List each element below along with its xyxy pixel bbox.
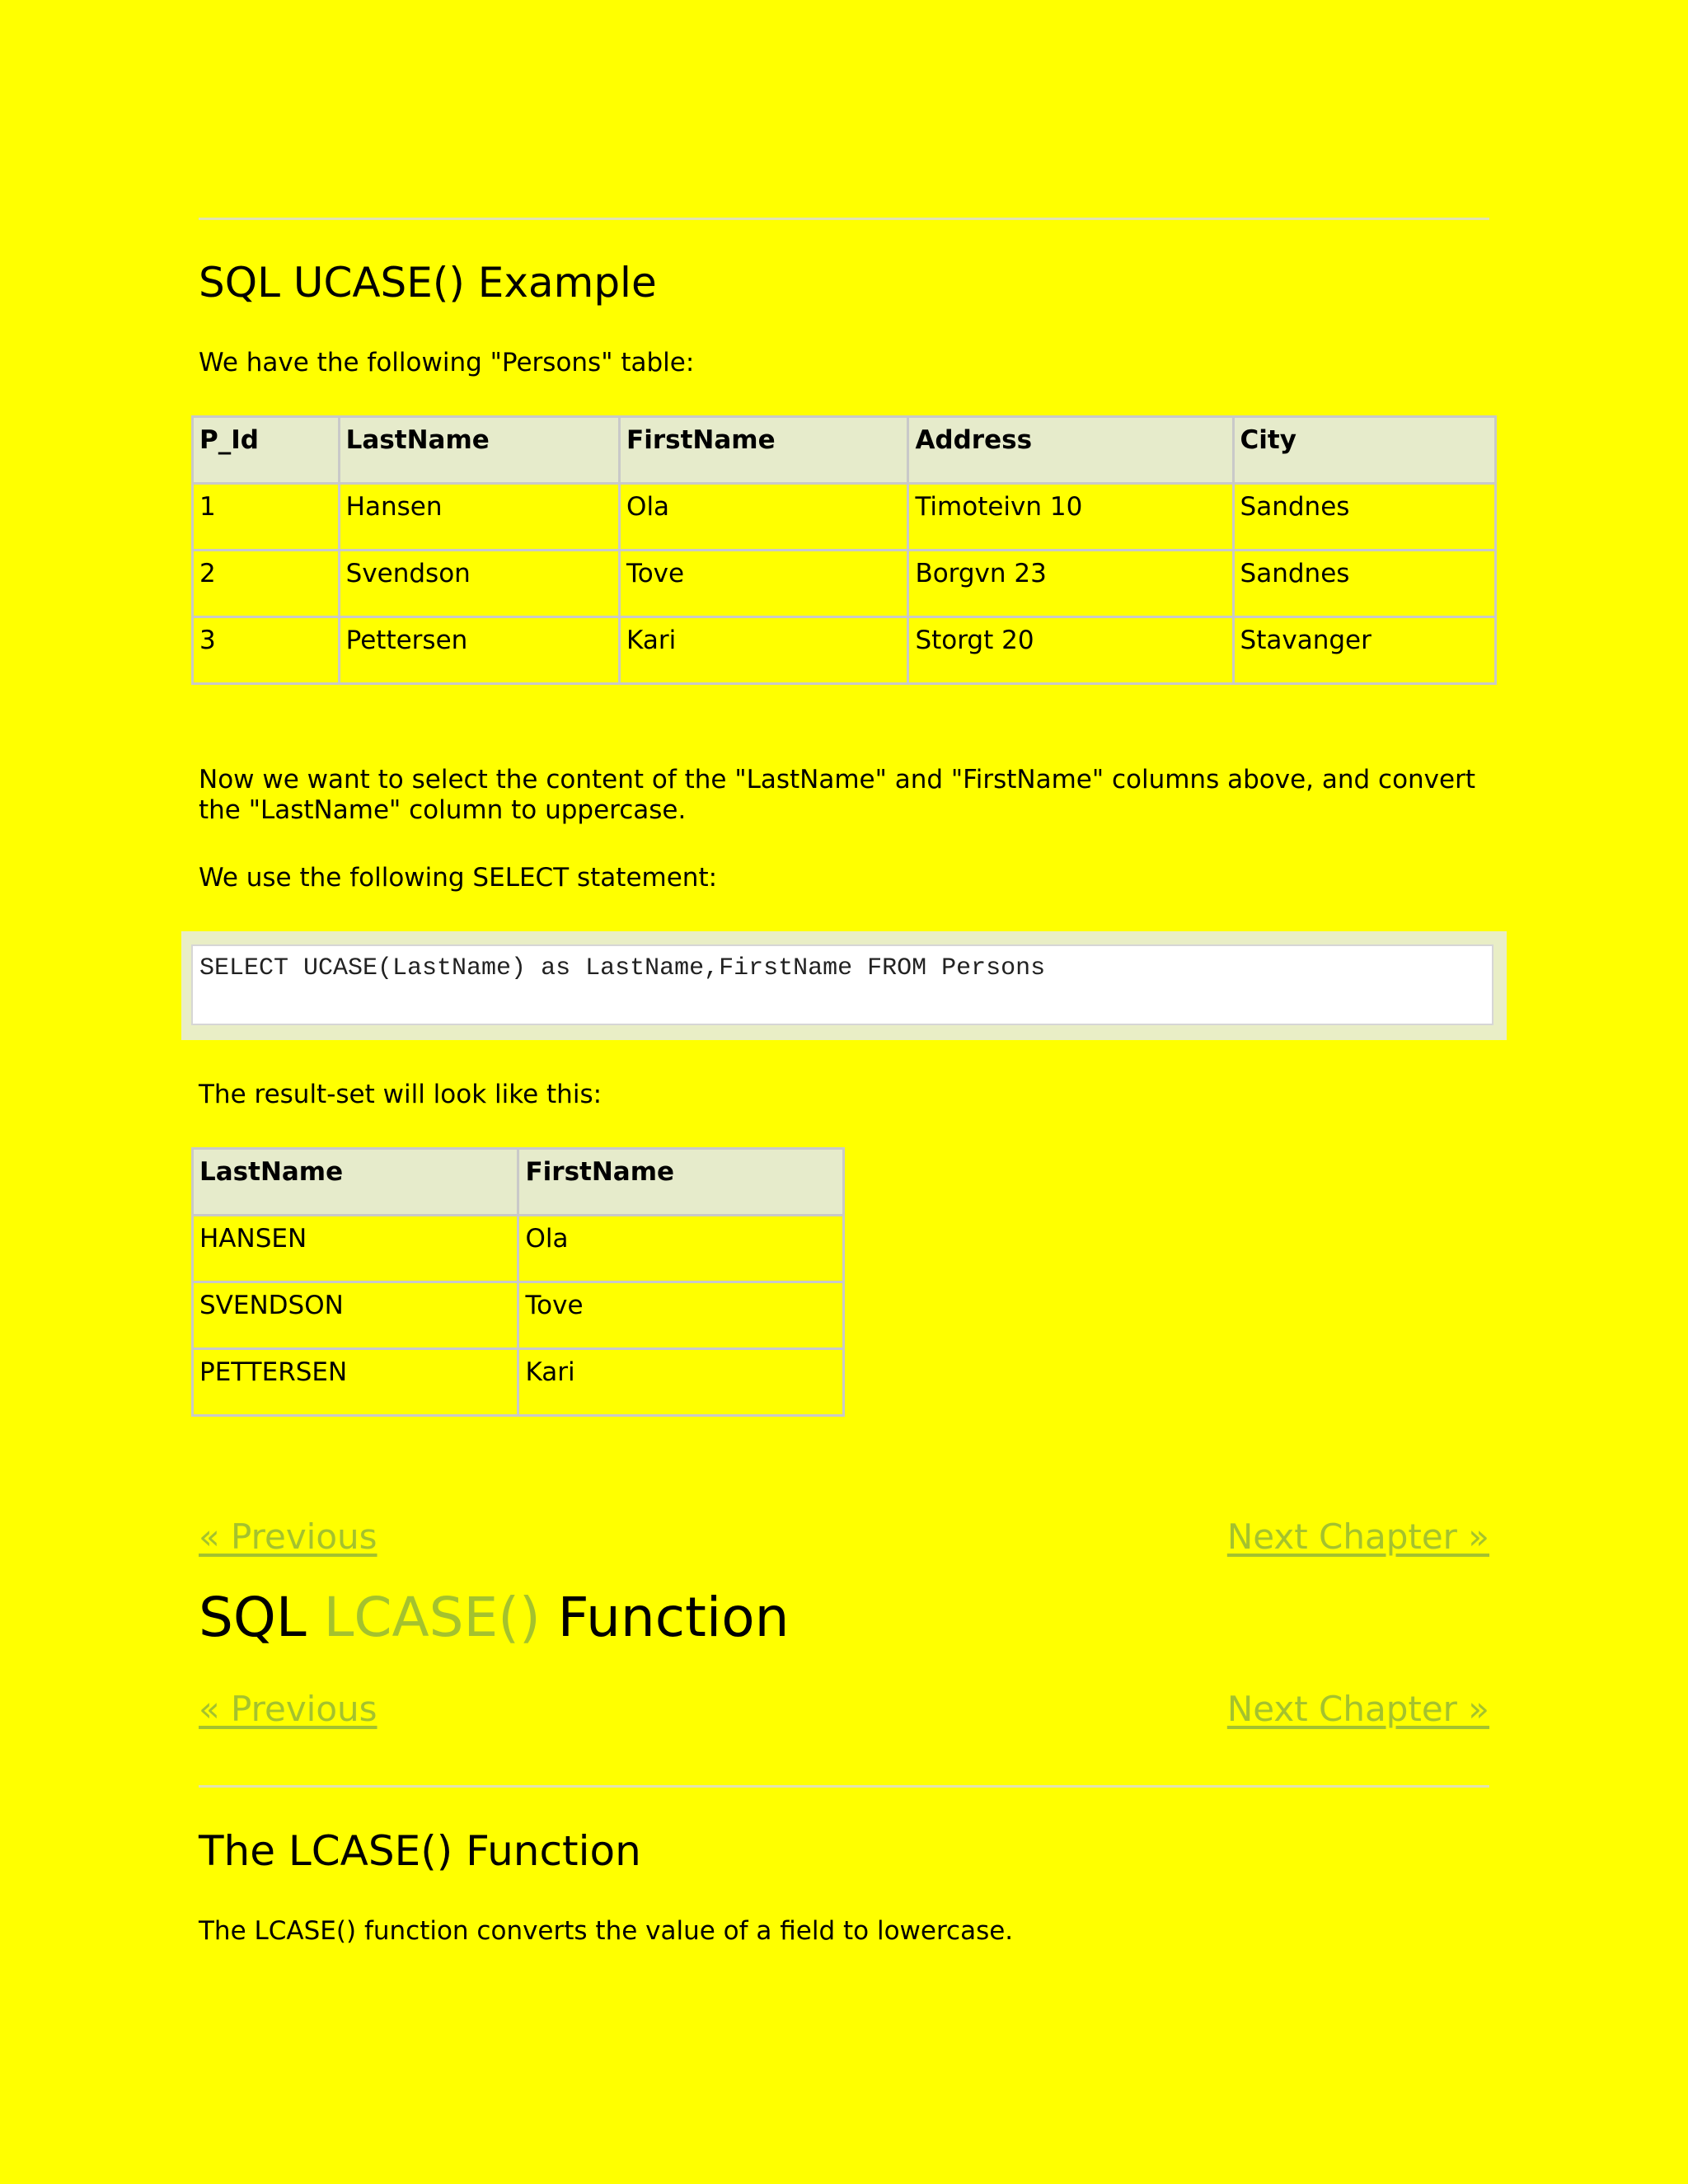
ucase-example-heading: SQL UCASE() Example	[199, 259, 657, 307]
table-row	[193, 617, 1496, 684]
sql-code: SELECT UCASE(LastName) as LastName,FirstName FROM Persons	[191, 944, 1493, 1025]
chapter-title	[199, 1586, 790, 1649]
chapter-title-accent: LCASE()	[323, 1586, 541, 1649]
table-row	[193, 1216, 844, 1282]
bottom-divider	[199, 1785, 1489, 1788]
table-row	[193, 484, 1496, 551]
result-cell-lastname: SVENDSON	[193, 1282, 518, 1349]
result-header-firstname: FirstName	[518, 1149, 844, 1216]
persons-table	[191, 415, 1497, 685]
table-row	[193, 1282, 844, 1349]
persons-header-pid: P_Id	[193, 417, 340, 484]
table-row	[193, 551, 1496, 617]
result-header-lastname: LastName	[193, 1149, 518, 1216]
persons-cell-pid: 3	[193, 617, 340, 684]
result-cell-firstname: Ola	[518, 1216, 844, 1282]
table-row	[193, 1349, 844, 1416]
top-divider	[199, 218, 1489, 220]
persons-cell-address: Borgvn 23	[908, 551, 1233, 617]
next-chapter-link-bottom[interactable]: Next Chapter »	[1226, 1689, 1489, 1729]
persons-cell-city: Sandnes	[1233, 484, 1495, 551]
chapter-title-prefix: SQL	[199, 1586, 324, 1649]
persons-table-header-row	[193, 417, 1496, 484]
persons-cell-lastname: Pettersen	[339, 617, 619, 684]
lcase-description: The LCASE() function converts the value of a field to lowercase.	[199, 1916, 1014, 1946]
persons-header-city: City	[1233, 417, 1495, 484]
result-table-header-row	[193, 1149, 844, 1216]
persons-cell-city: Stavanger	[1233, 617, 1495, 684]
previous-link-bottom[interactable]: « Previous	[199, 1689, 377, 1729]
persons-header-lastname: LastName	[339, 417, 619, 484]
persons-cell-firstname: Kari	[620, 617, 908, 684]
result-cell-lastname: HANSEN	[193, 1216, 518, 1282]
persons-cell-city: Sandnes	[1233, 551, 1495, 617]
code-example-box	[181, 931, 1507, 1040]
persons-intro-text: We have the following "Persons" table:	[199, 348, 695, 377]
persons-cell-lastname: Svendson	[339, 551, 619, 617]
previous-link[interactable]: « Previous	[199, 1516, 377, 1557]
next-chapter-link[interactable]: Next Chapter »	[1226, 1516, 1489, 1557]
persons-header-firstname: FirstName	[620, 417, 908, 484]
persons-cell-address: Timoteivn 10	[908, 484, 1233, 551]
persons-cell-pid: 1	[193, 484, 340, 551]
statement-intro-text: We use the following SELECT statement:	[199, 863, 718, 893]
persons-cell-firstname: Tove	[620, 551, 908, 617]
explain-text: Now we want to select the content of the "LastName" and "FirstName" columns above, and convert the "LastName" column to uppercase.	[199, 765, 1476, 825]
result-table	[191, 1147, 845, 1417]
result-intro-text: The result-set will look like this:	[199, 1080, 603, 1109]
result-cell-firstname: Kari	[518, 1349, 844, 1416]
persons-header-address: Address	[908, 417, 1233, 484]
result-cell-lastname: PETTERSEN	[193, 1349, 518, 1416]
chapter-title-suffix: Function	[540, 1586, 790, 1649]
lcase-heading: The LCASE() Function	[199, 1827, 641, 1875]
persons-cell-firstname: Ola	[620, 484, 908, 551]
persons-cell-address: Storgt 20	[908, 617, 1233, 684]
persons-cell-lastname: Hansen	[339, 484, 619, 551]
persons-cell-pid: 2	[193, 551, 340, 617]
result-cell-firstname: Tove	[518, 1282, 844, 1349]
